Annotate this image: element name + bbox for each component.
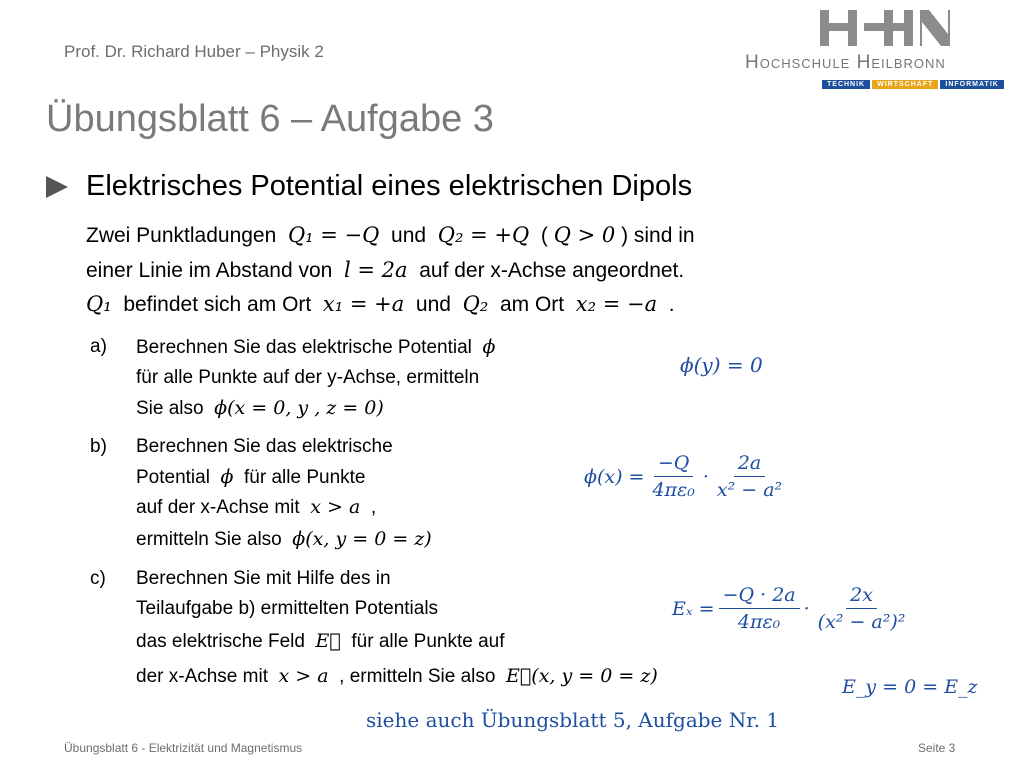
task-a-label: a) — [90, 336, 107, 357]
intro-text: und — [415, 293, 451, 316]
task-text: Sie also — [136, 398, 204, 419]
result-a: ϕ(y) = 0 — [680, 353, 763, 377]
task-b-label: b) — [90, 436, 107, 457]
intro-line-3 — [86, 292, 675, 317]
intro-text: ( — [540, 224, 548, 247]
task-text: auf der x-Achse mit — [136, 497, 300, 518]
task-a-line-3 — [136, 397, 384, 420]
task-text: für alle Punkte auf — [351, 631, 505, 652]
logo-tag-technik: TECHNIK — [822, 80, 870, 89]
result-b-lhs: ϕ(x) = — [584, 465, 645, 488]
formula-q2-symbol: Q₂ — [462, 292, 489, 316]
task-c-label: c) — [90, 568, 106, 589]
intro-text: am Ort — [499, 293, 565, 316]
formula-q2: Q₂ = +Q — [437, 223, 530, 247]
logo-tag-informatik: INFORMATIK — [940, 80, 1003, 89]
footer-course: Übungsblatt 6 - Elektrizität und Magnetismus — [64, 741, 303, 755]
result-b-fraction-2 — [713, 452, 786, 501]
hhn-logo-mark — [820, 10, 950, 48]
formula-x2: x₂ = −a — [575, 292, 658, 316]
formula-phi: ϕ — [220, 466, 234, 488]
task-text: das elektrische Feld — [136, 631, 305, 652]
fraction-numerator: 2x — [846, 584, 877, 609]
task-text: für alle Punkte — [244, 467, 366, 488]
intro-text: und — [391, 224, 427, 247]
result-b — [584, 452, 790, 501]
formula-q-positive: Q > 0 — [553, 223, 616, 247]
formula-q1-symbol: Q₁ — [86, 292, 112, 316]
intro-text: befindet sich am Ort — [123, 293, 312, 316]
fraction-denominator: 4πε₀ — [652, 479, 695, 501]
logo-tags — [822, 80, 1004, 89]
formula-x-gt-a: x > a — [310, 496, 361, 518]
page-title: Übungsblatt 6 – Aufgabe 3 — [46, 98, 494, 140]
header-author: Prof. Dr. Richard Huber – Physik 2 — [64, 42, 324, 61]
fraction-denominator: x² − a² — [716, 479, 783, 501]
intro-text: . — [668, 293, 675, 316]
task-b-line-2 — [136, 466, 366, 489]
intro-line-1 — [86, 223, 695, 248]
multiply-dot: · — [803, 597, 810, 620]
formula-q1: Q₁ = −Q — [287, 223, 380, 247]
task-b-line-4 — [136, 528, 432, 551]
formula-phi-y-axis: ϕ(x = 0, y , z = 0) — [214, 397, 384, 419]
formula-x-gt-a: x > a — [278, 665, 329, 687]
intro-text: Zwei Punktladungen — [86, 224, 277, 247]
task-text: , — [370, 497, 377, 518]
bullet-triangle-icon — [46, 176, 68, 198]
intro-line-2 — [86, 258, 684, 283]
formula-distance: l = 2a — [344, 258, 408, 282]
logo-name: Hochschule Heilbronn — [745, 52, 946, 73]
result-c-lhs: Eₓ = — [672, 597, 715, 620]
intro-text: einer Linie im Abstand von — [86, 259, 333, 282]
see-also-note: siehe auch Übungsblatt 5, Aufgabe Nr. 1 — [366, 708, 780, 732]
intro-text: auf der x-Achse angeordnet. — [419, 259, 685, 282]
logo-tag-wirtschaft: WIRTSCHAFT — [872, 80, 938, 89]
result-b-fraction-1 — [648, 452, 698, 501]
fraction-denominator: (x² − a²)² — [817, 611, 906, 633]
section-heading: Elektrisches Potential eines elektrischen Dipols — [86, 170, 693, 202]
formula-x1: x₁ = +a — [322, 292, 405, 316]
formula-phi: ϕ — [482, 336, 496, 358]
task-c-line-2: Teilaufgabe b) ermittelten Potentials — [136, 598, 439, 619]
task-c-line-1: Berechnen Sie mit Hilfe des in — [136, 568, 391, 589]
fraction-numerator: 2a — [734, 452, 765, 477]
task-a-line-1 — [136, 336, 495, 359]
task-text: Berechnen Sie das elektrische Potential — [136, 337, 472, 358]
task-text: der x-Achse mit — [136, 666, 268, 687]
fraction-denominator: 4πε₀ — [737, 611, 781, 633]
result-c-ey-ez: E_y = 0 = E_z — [842, 676, 978, 698]
intro-text: ) sind in — [621, 224, 695, 247]
task-b-line-1: Berechnen Sie das elektrische — [136, 436, 393, 457]
formula-e-vector: E⃗ — [315, 630, 341, 652]
fraction-numerator: −Q — [654, 452, 694, 477]
footer-page-number: Seite 3 — [918, 741, 956, 755]
task-text: , ermitteln Sie also — [339, 666, 496, 687]
formula-e-x-axis: E⃗(x, y = 0 = z) — [506, 665, 658, 687]
task-b-line-3 — [136, 496, 376, 519]
multiply-dot: · — [702, 465, 709, 488]
task-text: ermitteln Sie also — [136, 529, 282, 550]
formula-phi-x-axis: ϕ(x, y = 0 = z) — [292, 528, 432, 550]
result-c-fraction-1 — [719, 584, 800, 633]
task-text: Potential — [136, 467, 210, 488]
task-c-line-3 — [136, 630, 505, 653]
fraction-numerator: −Q · 2a — [719, 584, 800, 609]
result-c — [672, 584, 913, 633]
result-c-fraction-2 — [814, 584, 910, 633]
task-c-line-4 — [136, 665, 658, 688]
task-a-line-2: für alle Punkte auf der y-Achse, ermitteln — [136, 367, 480, 388]
